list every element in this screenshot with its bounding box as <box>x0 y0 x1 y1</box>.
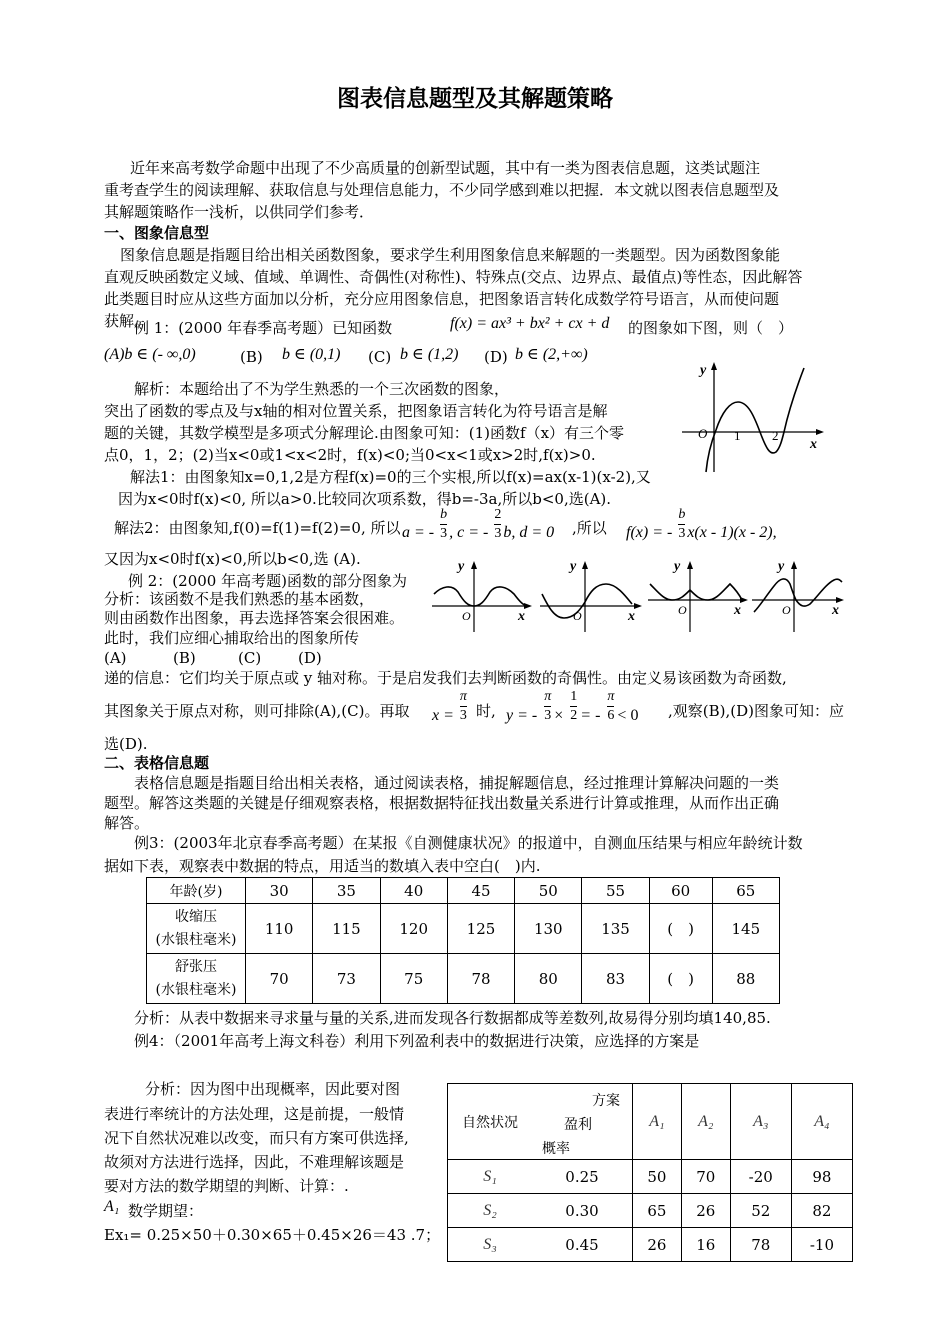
ex4-analysis-4: 故须对方法进行选择，因此，不难理解该题是 <box>104 1153 405 1171</box>
ex1-option-b-label: (B) <box>240 348 263 366</box>
ex1-graph-y-label: y <box>700 363 707 378</box>
ex2-line2-mid: 时, <box>476 702 496 720</box>
s2-para-3: 解答。 <box>104 814 150 832</box>
ex2-graph-d-y: y <box>778 559 785 574</box>
ex2-graph-c-x: x <box>734 603 741 618</box>
ex1-method2-formula-1: a = - b 3 , c = - 2 3 b, d = 0 <box>402 507 555 542</box>
plan-a4: A₄ <box>791 1084 852 1160</box>
table-cell: 55 <box>582 878 649 904</box>
ex1-formula: f(x) = ax³ + bx² + cx + d <box>450 315 610 332</box>
ex3-line-2: 据如下表，观察表中数据的特点，用适当的数填入表中空白( )内. <box>104 857 541 875</box>
table-cell: 88 <box>712 954 779 1004</box>
ex4-analysis-1: 分析：因为图中出现概率，因此要对图 <box>145 1080 401 1098</box>
expectation-line: Ex₁= 0.25×50＋0.30×65＋0.45×26＝43 .7； <box>104 1226 441 1244</box>
ex2-graph-c <box>648 559 748 632</box>
ex1-analysis-2: 突出了函数的零点及与x轴的相对位置关系，把图象语言转化为符号语言是解 <box>104 402 608 420</box>
ex2-graph-c-o: O <box>678 603 687 617</box>
table-cell: 145 <box>712 904 779 954</box>
table-cell: 130 <box>515 904 582 954</box>
intro-line-3: 其解题策略作一浅析，以供同学们参考． <box>104 203 375 221</box>
prob-s3: 0.45 <box>532 1228 633 1262</box>
ex1-option-d-label: (D) <box>484 348 508 366</box>
ex2-line-3: 则由函数作出图象，再去选择答案会很困难。 <box>104 609 405 627</box>
state-s1: S₁ <box>448 1160 533 1194</box>
table-cell: 26 <box>633 1228 682 1262</box>
table-cell: 75 <box>380 954 447 1004</box>
ex1-stem-left: 例 1：(2000 年春季高考题）已知函数 <box>134 319 393 337</box>
ex1-method2-left: 解法2：由图象知,f(0)=f(1)=f(2)=0, 所以 <box>114 519 401 537</box>
intro-line-2: 重考查学生的阅读理解、获取信息与处理信息能力，不少同学感到难以把握．本文就以图表信息题型及 <box>104 181 780 199</box>
intro-line-1: 近年来高考数学命题中出现了不少高质量的创新型试题，其中有一类为图表信息题，这类试题注 <box>130 159 761 177</box>
table-cell: 78 <box>447 954 514 1004</box>
table-row <box>448 1160 853 1194</box>
ex4-analysis-5: 要对方法的数学期望的判断、计算：. <box>104 1177 349 1195</box>
ex1-graph-one-label: 1 <box>734 428 741 443</box>
ex2-graph-d <box>752 559 844 632</box>
ex2-option-b: (B) <box>173 649 196 667</box>
diastolic-label-2: (水银柱毫米) <box>155 981 237 998</box>
corner-profit: 盈利 <box>564 1117 592 1133</box>
ex1-graph-x-label: x <box>810 437 817 452</box>
age-label-cell: 年龄(岁) <box>147 878 246 904</box>
table-row <box>448 1228 853 1262</box>
prob-s1: 0.25 <box>532 1160 633 1194</box>
ex1-graph-origin-label: O <box>698 426 708 441</box>
systolic-label-2: (水银柱毫米) <box>155 931 237 948</box>
s2-para-1: 表格信息题是指题目给出相关表格，通过阅读表格，捕捉解题信息，经过推理计算解决问题的一类 <box>134 774 780 792</box>
s1-para-1: 图象信息题是指题目给出相关函数图象，要求学生利用图象信息来解题的一类题型。因为函数图象能 <box>120 246 781 264</box>
ex1-analysis-1: 解析：本题给出了不为学生熟悉的一个三次函数的图象， <box>134 380 510 398</box>
table-cell: 60 <box>649 878 712 904</box>
ex2-line2-left: 其图象关于原点对称，则可排除(A),(C)。再取 <box>104 702 410 720</box>
ex4-analysis-2: 表进行率统计的方法处理，这是前提，一般情 <box>104 1105 405 1123</box>
ex1-method2-mid: ,所以 <box>572 519 607 537</box>
table-cell: 30 <box>246 878 313 904</box>
ex1-option-a: (A)b ∈ (- ∞,0) <box>104 346 196 363</box>
table-cell-blank: ( ) <box>649 904 712 954</box>
table-cell: 65 <box>712 878 779 904</box>
table-cell: 35 <box>313 878 380 904</box>
ex2-formula-y: y = - π 3 × 1 2 = - π 6 < 0 <box>506 689 639 725</box>
ex2-line-1: 例 2：(2000 年高考题)函数的部分图象为 <box>128 572 407 590</box>
table-cell: 98 <box>791 1160 852 1194</box>
ex1-option-c-label: (C) <box>368 348 392 366</box>
table-cell: 82 <box>791 1194 852 1228</box>
ex3-line-1: 例3：(2003年北京春季高考题）在某报《自测健康状况》的报道中，自测血压结果与相应年龄统计数 <box>134 834 803 852</box>
corner-plan: 方案 <box>592 1093 620 1109</box>
section1-heading: 一、图象信息型 <box>104 224 210 242</box>
s1-para-4: 获解。 <box>104 312 150 330</box>
s2-para-2: 题型。解答这类题的关键是仔细观察表格，根据数据特征找出数量关系进行计算或推理，从而作出正确 <box>104 794 780 812</box>
ex1-method1-1: 解法1：由图象知x=0,1,2是方程f(x)=0的三个实根,所以f(x)=ax(x-1)(x-2),又 <box>130 468 651 486</box>
table-cell: 16 <box>681 1228 730 1262</box>
table-cell: 135 <box>582 904 649 954</box>
ex1-stem-right: 的图象如下图，则（ ） <box>628 319 794 337</box>
table-cell: 70 <box>681 1160 730 1194</box>
state-s3: S₃ <box>448 1228 533 1262</box>
table-cell: 26 <box>681 1194 730 1228</box>
ex1-analysis-4: 点0，1，2；(2)当x<0或1<x<2时，f(x)<0;当0<x<1或x>2时,f(x)>0. <box>104 446 596 464</box>
table-cell: 70 <box>246 954 313 1004</box>
ex2-graph-b <box>540 559 642 632</box>
ex1-method2-formula-2: f(x) = - b 3 x(x - 1)(x - 2), <box>626 507 777 542</box>
prob-s2: 0.30 <box>532 1194 633 1228</box>
section2-heading: 二、表格信息题 <box>104 754 210 772</box>
table-cell: 50 <box>515 878 582 904</box>
table-cell: 125 <box>447 904 514 954</box>
ex4-analysis-3: 况下自然状况难以改变，而只有方案可供选择, <box>104 1129 409 1147</box>
ex4-stem: 例4：（2001年高考上海文科卷）利用下列盈利表中的数据进行决策，应选择的方案是 <box>134 1032 700 1050</box>
state-s2: S₂ <box>448 1194 533 1228</box>
ex3-analysis: 分析：从表中数据来寻求量与量的关系,进而发现各行数据都成等差数列,故易得分别均填140,85. <box>134 1009 771 1027</box>
ex2-option-d: (D) <box>298 649 322 667</box>
ex2-graph-a <box>432 559 532 632</box>
table-cell: 80 <box>515 954 582 1004</box>
table-row <box>147 878 780 904</box>
table-cell: 73 <box>313 954 380 1004</box>
table-cell: 50 <box>633 1160 682 1194</box>
blood-pressure-table <box>146 877 780 1004</box>
diastolic-label-cell <box>147 954 246 1004</box>
corner-prob: 概率 <box>542 1141 570 1157</box>
ex2-graph-d-x: x <box>832 603 839 618</box>
ex2-option-a: (A) <box>104 649 127 667</box>
ex2-line-4: 此时，我们应细心捕取给出的图象所传 <box>104 629 360 647</box>
table-cell: -20 <box>730 1160 791 1194</box>
page-title: 图表信息题型及其解题策略 <box>337 86 613 112</box>
ex2-graph-a-y: y <box>458 559 465 574</box>
table-row <box>448 1084 853 1160</box>
ex2-line2-right: ,观察(B),(D)图象可知：应 <box>668 702 844 720</box>
table-cell: 40 <box>380 878 447 904</box>
ex2-graph-a-x: x <box>518 609 525 624</box>
table-row <box>147 904 780 954</box>
table-cell: 45 <box>447 878 514 904</box>
corner-nature: 自然状况 <box>448 1084 533 1160</box>
ex2-graph-b-o: O <box>573 609 582 623</box>
systolic-label-cell <box>147 904 246 954</box>
table-cell: 120 <box>380 904 447 954</box>
ex1-analysis-3: 题的关键，其数学模型是多项式分解理论.由图象可知：(1)函数f（x）有三个零 <box>104 424 625 442</box>
plan-a2: A₂ <box>681 1084 730 1160</box>
a1-label: A₁ <box>104 1198 120 1215</box>
ex2-graph-b-x: x <box>628 609 635 624</box>
table-row <box>147 954 780 1004</box>
ex1-method2-end: 又因为x<0时f(x)<0,所以b<0,选 (A). <box>104 550 361 568</box>
ex1-method1-2: 因为x<0时f(x)<0, 所以a>0.比较同次项系数，得b=-3a,所以b<0,选(A). <box>118 490 612 508</box>
table-cell: 110 <box>246 904 313 954</box>
ex2-graph-c-y: y <box>674 559 681 574</box>
ex1-graph-two-label: 2 <box>772 428 779 443</box>
diastolic-label-1: 舒张压 <box>175 958 217 975</box>
ex1-option-d: b ∈ (2,+∞) <box>515 346 588 363</box>
table-row <box>448 1194 853 1228</box>
plan-a3: A₃ <box>730 1084 791 1160</box>
ex1-option-c: b ∈ (1,2) <box>400 346 459 363</box>
ex2-graph-b-y: y <box>570 559 577 574</box>
table-cell: 115 <box>313 904 380 954</box>
ex2-graphs <box>428 556 848 636</box>
ex2-after: 递的信息：它们均关于原点或 y 轴对称。于是启发我们去判断函数的奇偶性。由定义易该函数为奇函数, <box>104 669 787 687</box>
table-cell: -10 <box>791 1228 852 1262</box>
ex1-option-b: b ∈ (0,1) <box>282 346 341 363</box>
corner-header <box>532 1084 633 1160</box>
table-cell: 78 <box>730 1228 791 1262</box>
table-cell: 65 <box>633 1194 682 1228</box>
s1-para-2: 直观反映函数定义域、值域、单调性、奇偶性(对称性)、特殊点(交点、边界点、最值点)等性态，因此解答 <box>104 268 803 286</box>
ex2-formula-x: x = π 3 <box>432 689 467 725</box>
profit-table <box>447 1083 853 1262</box>
ex2-option-c: (C) <box>238 649 262 667</box>
ex2-line-2: 分析：该函数不是我们熟悉的基本函数， <box>104 590 375 608</box>
ex1-cubic-graph <box>678 360 826 476</box>
systolic-label-1: 收缩压 <box>175 908 217 925</box>
table-cell: 83 <box>582 954 649 1004</box>
table-cell: 52 <box>730 1194 791 1228</box>
table-cell-blank: ( ) <box>649 954 712 1004</box>
ex2-last: 选(D). <box>104 735 148 753</box>
plan-a1: A₁ <box>633 1084 682 1160</box>
a1-text: 数学期望： <box>128 1202 204 1220</box>
ex2-graph-a-o: O <box>462 609 471 623</box>
s1-para-3: 此类题目时应从这些方面加以分析，充分应用图象信息，把图象语言转化成数学符号语言，从而使问题 <box>104 290 780 308</box>
ex2-graph-d-o: O <box>782 603 791 617</box>
